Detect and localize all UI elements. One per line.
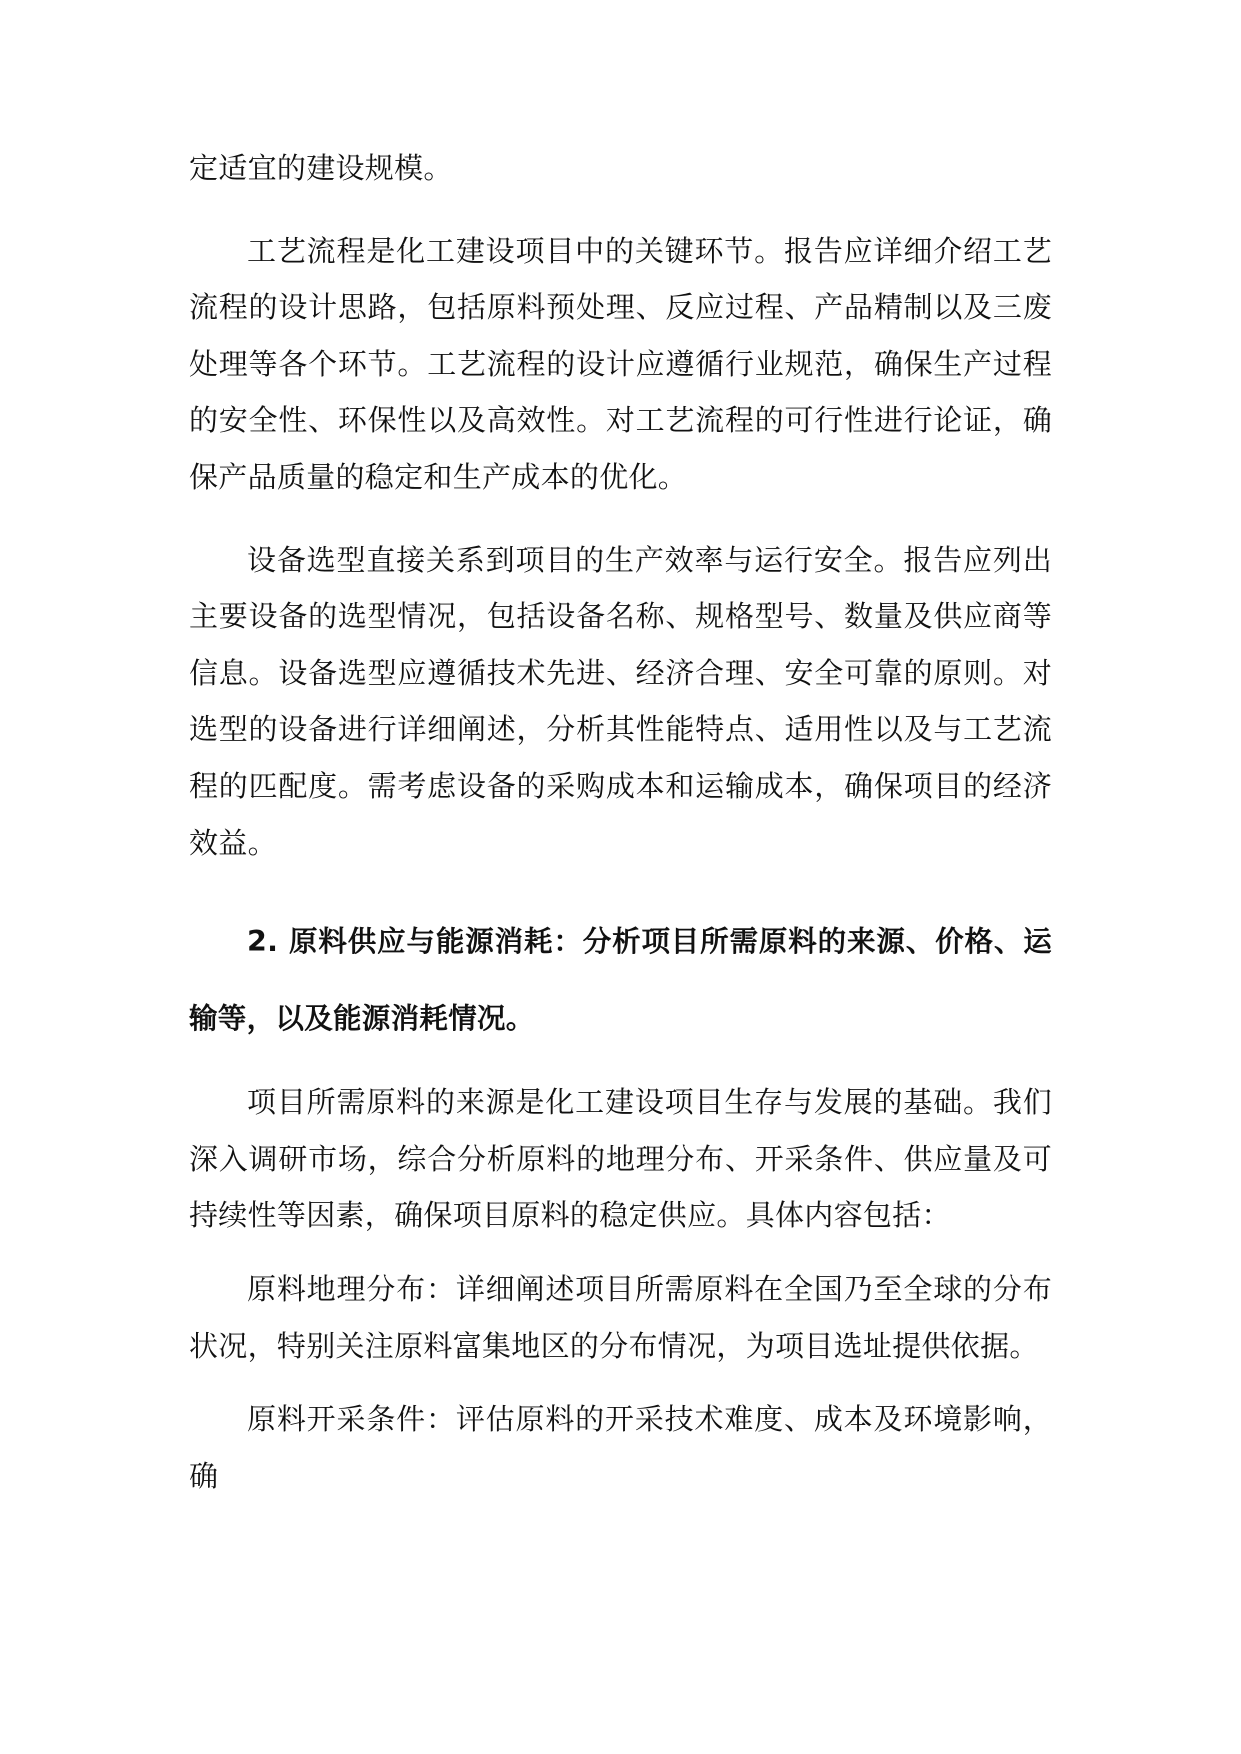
paragraph-continuation: 定适宜的建设规模。 — [189, 151, 453, 185]
paragraph-equipment-selection: 设备选型直接关系到项目的生产效率与运行安全。报告应列出主要设备的选型情况，包括设备名称、规格型号、数量及供应商等信息。设备选型应遵循技术先进、经济合理、安全可靠的原则。对选型的设备进行详细阐述，分析其性能特点、适用性以及与工艺流程的匹配度。需考虑设备的采购成本和运输成本，确保项目的经济效益。 — [189, 542, 1052, 860]
paragraph-geographic-distribution: 原料地理分布：详细阐述项目所需原料在全国乃至全球的分布状况，特别关注原料富集地区的分布情况，为项目选址提供依据。 — [189, 1271, 1052, 1363]
document-body — [189, 140, 1052, 1504]
paragraph-process-flow: 工艺流程是化工建设项目中的关键环节。报告应详细介绍工艺流程的设计思路，包括原料预处理、反应过程、产品精制以及三废处理等各个环节。工艺流程的设计应遵循行业规范，确保生产过程的安全性、环保性以及高效性。对工艺流程的可行性进行论证，确保产品质量的稳定和生产成本的优化。 — [189, 233, 1052, 494]
section-heading-raw-materials: 2. 原料供应与能源消耗：分析项目所需原料的来源、价格、运输等，以及能源消耗情况。 — [189, 925, 1052, 1036]
paragraph-raw-material-source: 项目所需原料的来源是化工建设项目生存与发展的基础。我们深入调研市场，综合分析原料的地理分布、开采条件、供应量及可持续性等因素，确保项目原料的稳定供应。具体内容包括： — [189, 1085, 1052, 1233]
paragraph-mining-conditions: 原料开采条件：评估原料的开采技术难度、成本及环境影响，确 — [189, 1402, 1052, 1493]
